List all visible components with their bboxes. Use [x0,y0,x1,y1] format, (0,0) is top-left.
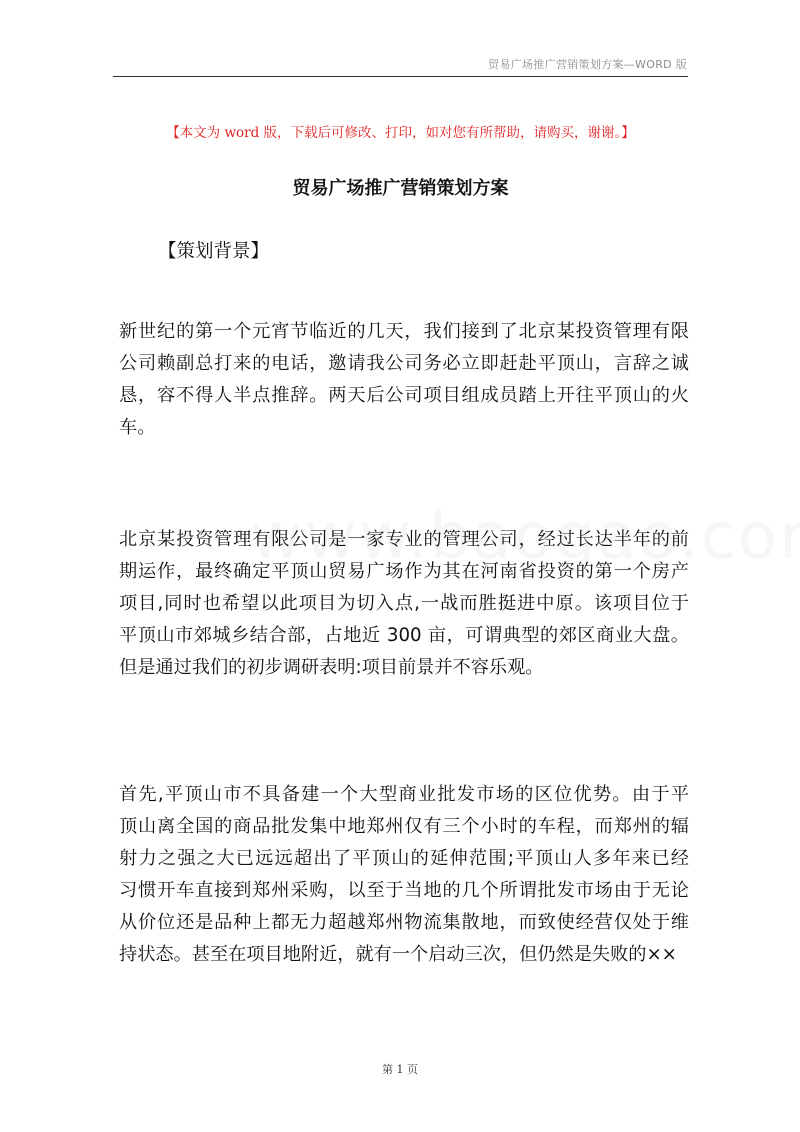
running-header: 贸易广场推广营销策划方案—WORD 版 [488,58,687,71]
paragraph-line: 射力之强之大已远远超出了平顶山的延伸范围;平顶山人多年来已经 [119,848,689,869]
header-divider [113,76,688,77]
paragraph-line: 持状态。甚至在项目地附近，就有一个启动三次，但仍然是失败的×× [119,944,677,965]
purchase-notice: 【本文为 word 版，下载后可修改、打印，如对您有所帮助，请购买，谢谢。】 [166,125,635,141]
paragraph-line: 新世纪的第一个元宵节临近的几天，我们接到了北京某投资管理有限 [119,321,689,342]
section-heading: 【策划背景】 [158,241,270,262]
paragraph-line: 顶山离全国的商品批发集中地郑州仅有三个小时的车程，而郑州的辐 [119,816,689,837]
page-number: 第 1 页 [382,1063,418,1076]
paragraph-line: 首先,平顶山市不具备建一个大型商业批发市场的区位优势。由于平 [119,784,689,805]
paragraph-line: 从价位还是品种上都无力超越郑州物流集散地，而致使经营仅处于维 [119,912,689,933]
paragraph-2 [119,524,689,684]
paragraph-line: 平顶山市郊城乡结合部，占地近 300 亩，可谓典型的郊区商业大盘。 [119,625,689,646]
paragraph-line: 北京某投资管理有限公司是一家专业的管理公司，经过长达半年的前 [119,529,689,550]
paragraph-line: 习惯开车直接到郑州采购，以至于当地的几个所谓批发市场由于无论 [119,880,689,901]
paragraph-1 [119,316,689,444]
paragraph-line: 公司赖副总打来的电话，邀请我公司务必立即赶赴平顶山，言辞之诚 [119,353,689,374]
paragraph-line: 但是通过我们的初步调研表明:项目前景并不容乐观。 [119,657,544,678]
document-title: 贸易广场推广营销策划方案 [292,178,509,199]
paragraph-line: 项目,同时也希望以此项目为切入点,一战而胜挺进中原。该项目位于 [119,593,689,614]
paragraph-line: 期运作，最终确定平顶山贸易广场作为其在河南省投资的第一个房产 [119,561,689,582]
paragraph-line: 车。 [119,417,156,438]
paragraph-line: 恳，容不得人半点推辞。两天后公司项目组成员踏上开往平顶山的火 [119,385,689,406]
paragraph-3 [119,779,689,971]
